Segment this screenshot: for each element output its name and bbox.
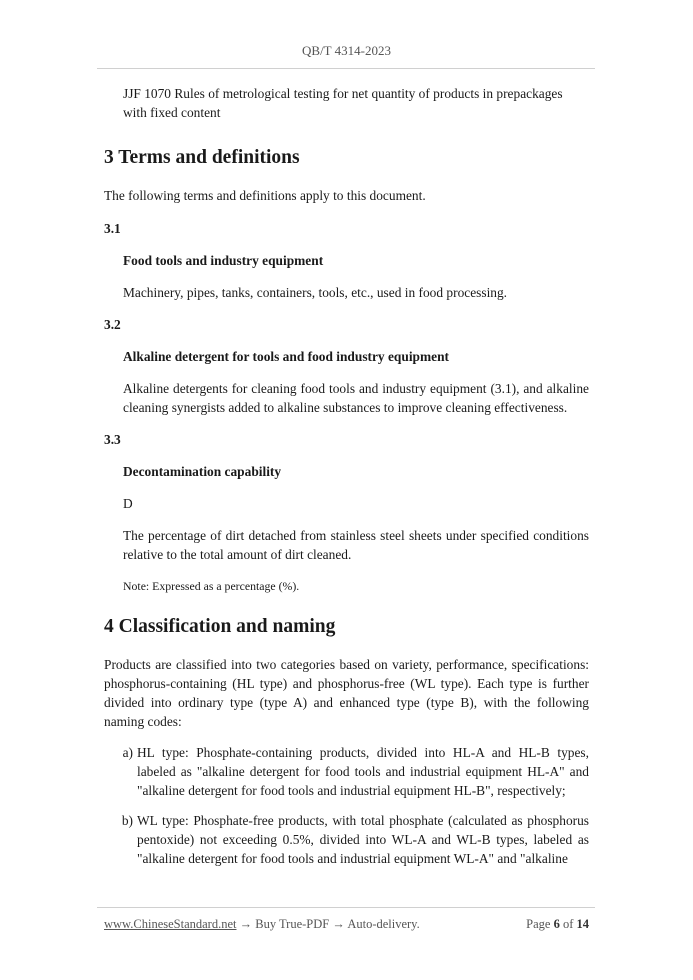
term-3-3-definition: The percentage of dirt detached from stainless steel sheets under specified conditions relative to the total amount of dirt cleaned. xyxy=(123,528,589,562)
footer-links xyxy=(104,917,420,932)
term-3-3-note: Note: Expressed as a percentage (%). xyxy=(123,579,300,593)
footer-rule xyxy=(97,907,595,908)
term-3-2-title: Alkaline detergent for tools and food industry equipment xyxy=(123,349,449,364)
term-3-1-title: Food tools and industry equipment xyxy=(123,253,324,268)
list-marker: b) xyxy=(121,813,133,828)
section-3-heading: 3 Terms and definitions xyxy=(104,147,300,168)
section-4-intro: Products are classified into two categories based on variety, performance, specifications: phosphorus-containing (HL type) and phosphorus-free (WL type). Each type is further divided into ordinary type (type A) and enhanced type (type B), with the following naming codes: xyxy=(104,657,589,729)
reference-continued: JJF 1070 Rules of metrological testing for net quantity of products in prepackages with fixed content xyxy=(123,86,563,120)
list-text: HL type: Phosphate-containing products, divided into HL-A and HL-B types, labeled as "alkaline detergent for food tools and industrial equipment HL-A" and "alkaline detergent for food tools and industrial equipment HL-B", respectively; xyxy=(137,745,589,798)
term-3-1-number: 3.1 xyxy=(104,221,121,236)
term-3-2-definition: Alkaline detergents for cleaning food tools and industry equipment (3.1), and alkaline cleaning synergists added to alkaline substances to improve cleaning effectiveness. xyxy=(123,381,589,415)
page-indicator xyxy=(526,917,589,932)
term-3-2-number: 3.2 xyxy=(104,317,121,332)
total-page-count: 14 xyxy=(576,917,589,931)
arrow-icon: → xyxy=(332,917,345,931)
page-word: Page xyxy=(526,917,551,931)
list-item xyxy=(104,811,589,868)
of-word: of xyxy=(562,917,574,931)
term-3-3-title: Decontamination capability xyxy=(123,464,282,479)
buy-pdf-link[interactable]: Buy True-PDF xyxy=(255,917,330,931)
site-link[interactable]: www.ChineseStandard.net xyxy=(104,917,237,931)
arrow-icon: → xyxy=(239,917,253,931)
page-content xyxy=(104,84,589,868)
list-marker: a) xyxy=(122,745,133,760)
list-item xyxy=(104,743,589,800)
current-page-number: 6 xyxy=(553,917,560,931)
header-rule xyxy=(97,68,595,69)
page-header: QB/T 4314-2023 xyxy=(302,43,391,58)
list-text: WL type: Phosphate-free products, with total phosphate (calculated as phosphorus pentoxide) not exceeding 0.5%, divided into WL-A and WL-B types, labeled as "alkaline detergent for food tools and industrial equipment WL-A" and "alkaline xyxy=(137,813,589,866)
term-3-3-symbol: D xyxy=(123,496,133,511)
section-4-heading: 4 Classification and naming xyxy=(104,616,336,637)
section-3-intro: The following terms and definitions apply to this document. xyxy=(104,188,426,203)
term-3-1-definition: Machinery, pipes, tanks, containers, tools, etc., used in food processing. xyxy=(123,285,508,300)
term-3-3-number: 3.3 xyxy=(104,432,121,447)
auto-delivery-text: Auto-delivery. xyxy=(347,917,420,931)
